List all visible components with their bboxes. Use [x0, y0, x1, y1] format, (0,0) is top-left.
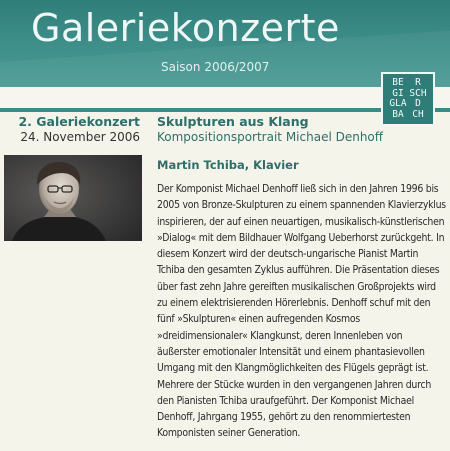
performer-photo — [4, 155, 142, 241]
description-text — [157, 181, 447, 442]
concert-title: Skulpturen aus Klang — [157, 114, 309, 129]
concert-date: 24. November 2006 — [20, 130, 140, 144]
logo-cell: D — [415, 98, 421, 109]
performer-name: Martin Tchiba, Klavier — [157, 158, 299, 172]
season-label: Saison 2006/2007 — [161, 60, 270, 74]
logo-cell: SCH — [409, 87, 427, 99]
logo-cell: CH — [412, 108, 424, 120]
portrait-image — [4, 155, 142, 241]
logo-cell: BA — [392, 108, 404, 120]
concert-subtitle: Kompositionsportrait Michael Denhoff — [157, 130, 384, 144]
description-paragraph: Der Komponist Michael Denhoff ließ sich in den Jahren 1996 bis 2005 von Bronze-Skulpturen zu einem spannenden Klavierzyklus inspirieren, der auf einen neuartigen, musikalisch-künstlerischen »Dialog« mit dem Bildhauer Wolfgang Ueberhorst zurückgeht. In diesem Konzert wird der deutsch-ungarische Pianist Martin Tchiba den gesamten Zyklus aufführen. Die Präsentation dieses über fast zehn Jahre gereiften musikalischen Großprojekts wird zu einem elektrisierenden Hörerlebnis. Denhoff schuf mit den fünf »Skulpturen« einen aufregenden Kosmos »dreidimensionaler« Klangkunst, deren Innenleben von äußerster emotionaler Intensität und einem phantasievollen Umgang mit den Klangmöglichkeiten des Flügels geprägt ist. Mehrere der Stücke wurden in den vergangenen Jahren durch den Pianisten Tchiba uraufgeführt. Der Komponist Michael Denhoff, Jahrgang 1955, gehört zu den renommiertesten Komponisten seiner Generation. — [157, 183, 446, 440]
logo-cell: GLA — [389, 98, 407, 109]
logo-cell: GI — [392, 87, 404, 99]
bergisch-gladbach-logo — [381, 72, 435, 126]
page-title: Galeriekonzerte — [31, 6, 340, 50]
logo-cell: BE — [392, 77, 404, 88]
concert-number: 2. Galeriekonzert — [18, 114, 140, 129]
logo-cell: R — [415, 77, 421, 88]
